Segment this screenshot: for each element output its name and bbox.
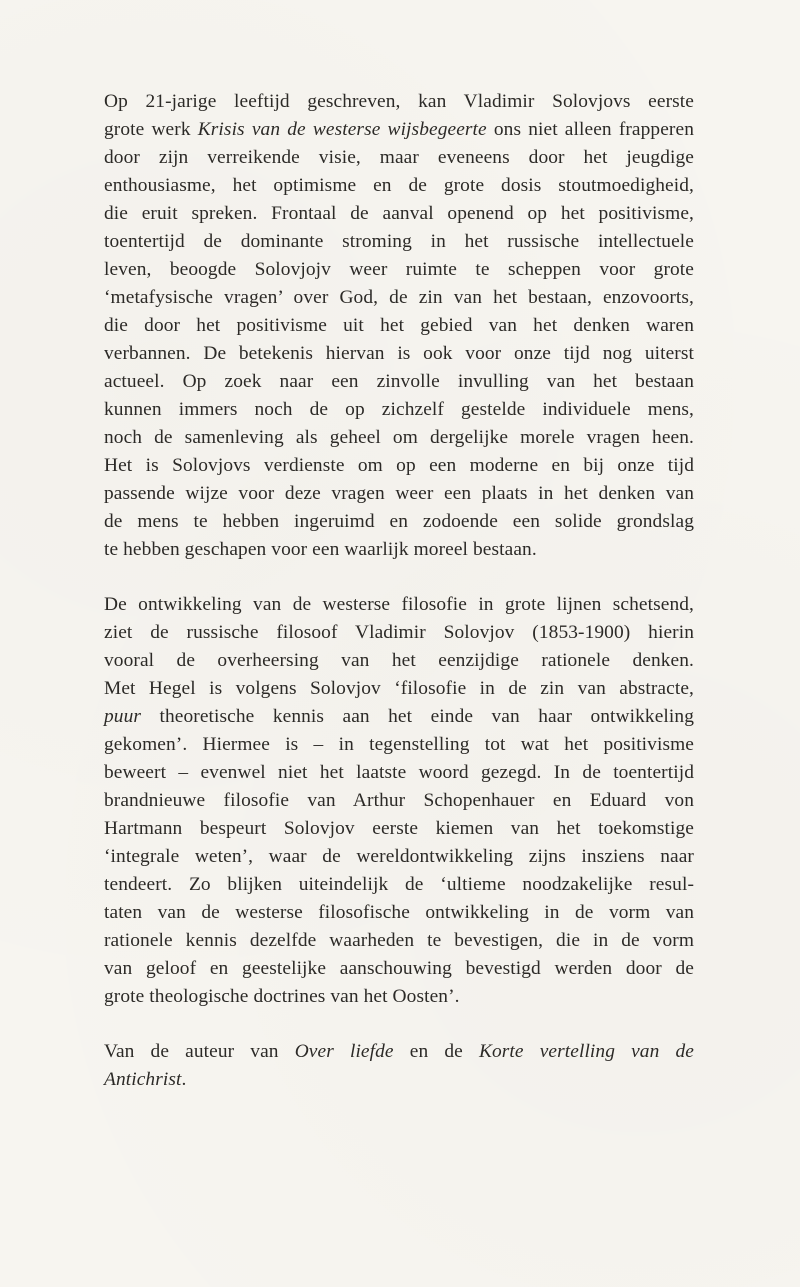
- text-run: De ontwikkeling van de westerse filosofie in grote lijnen schetsend,: [104, 594, 694, 615]
- text-run: theoretische kennis aan het einde van haar ontwikkeling: [141, 706, 694, 727]
- italic-title: Korte vertelling van de: [478, 1041, 695, 1062]
- italic-title: Antichrist: [104, 1069, 182, 1090]
- text-line: [104, 647, 694, 675]
- text-line: [104, 787, 694, 815]
- text-line: [104, 675, 694, 703]
- text-line: [104, 368, 694, 396]
- text-run: gekomen’. Hiermee is – in tegenstelling tot wat het positivisme: [104, 734, 694, 755]
- text-run: passende wijze voor deze vragen weer een plaats in het denken van: [104, 483, 694, 504]
- text-line: [104, 843, 694, 871]
- text-run: door zijn verreikende visie, maar eveneens door het jeugdige: [104, 147, 694, 168]
- text-run: te hebben geschapen voor een waarlijk moreel bestaan.: [104, 539, 537, 560]
- text-line: [104, 116, 694, 144]
- text-run: brandnieuwe filosofie van Arthur Schopenhauer en Eduard von: [104, 790, 694, 811]
- text-run: tendeert. Zo blijken uiteindelijk de ‘ultieme noodzakelijke resul-: [104, 874, 694, 895]
- text-run: grote werk: [104, 119, 198, 140]
- text-line: [104, 927, 694, 955]
- text-line: [104, 480, 694, 508]
- text-line: [104, 228, 694, 256]
- text-run: Op 21-jarige leeftijd geschreven, kan Vladimir Solovjovs eerste: [104, 91, 694, 112]
- text-line: [104, 1066, 694, 1094]
- text-run: ons niet alleen frapperen: [486, 119, 694, 140]
- text-run: noch de samenleving als geheel om dergelijke morele vragen heen.: [104, 427, 694, 448]
- text-line: [104, 424, 694, 452]
- text-line: [104, 871, 694, 899]
- text-line: [104, 536, 694, 564]
- text-line: [104, 88, 694, 116]
- text-line: [104, 452, 694, 480]
- text-line: [104, 815, 694, 843]
- blurb-paragraph-2: [104, 591, 694, 1011]
- back-cover-blurb: [104, 88, 694, 1094]
- text-line: [104, 312, 694, 340]
- italic-title: puur: [104, 706, 142, 727]
- text-line: [104, 955, 694, 983]
- text-line: [104, 200, 694, 228]
- text-line: [104, 619, 694, 647]
- italic-title: Over liefde: [294, 1041, 394, 1062]
- text-run: de mens te hebben ingeruimd en zodoende een solide grondslag: [104, 511, 694, 532]
- text-run: actueel. Op zoek naar een zinvolle invulling van het bestaan: [104, 371, 694, 392]
- text-run: rationele kennis dezelfde waarheden te bevestigen, die in de vorm: [104, 930, 694, 951]
- text-run: die door het positivisme uit het gebied van het denken waren: [104, 315, 694, 336]
- text-run: van geloof en geestelijke aanschouwing bevestigd werden door de: [104, 958, 694, 979]
- italic-title: Krisis van de westerse wijsbegeerte: [197, 119, 487, 140]
- text-line: [104, 899, 694, 927]
- text-line: [104, 172, 694, 200]
- text-run: verbannen. De betekenis hiervan is ook voor onze tijd nog uiterst: [104, 343, 694, 364]
- text-run: die eruit spreken. Frontaal de aanval openend op het positivisme,: [104, 203, 694, 224]
- text-line: [104, 983, 694, 1011]
- text-line: [104, 144, 694, 172]
- text-run: ‘integrale weten’, waar de wereldontwikkeling zijns insziens naar: [104, 846, 694, 867]
- text-run: en de: [393, 1041, 479, 1062]
- text-line: [104, 759, 694, 787]
- text-line: [104, 396, 694, 424]
- text-run: leven, beoogde Solovjojv weer ruimte te scheppen voor grote: [104, 259, 694, 280]
- text-run: Hartmann bespeurt Solovjov eerste kiemen van het toekomstige: [104, 818, 694, 839]
- text-run: .: [181, 1069, 187, 1090]
- text-line: [104, 591, 694, 619]
- text-run: grote theologische doctrines van het Oosten’.: [104, 986, 460, 1007]
- text-run: enthousiasme, het optimisme en de grote dosis stoutmoedigheid,: [104, 175, 694, 196]
- text-line: [104, 256, 694, 284]
- text-run: taten van de westerse filosofische ontwikkeling in de vorm van: [104, 902, 694, 923]
- text-run: Met Hegel is volgens Solovjov ‘filosofie in de zin van abstracte,: [104, 678, 694, 699]
- blurb-paragraph-1: [104, 88, 694, 564]
- text-run: vooral de overheersing van het eenzijdige rationele denken.: [104, 650, 694, 671]
- text-line: [104, 508, 694, 536]
- text-run: ‘metafysische vragen’ over God, de zin van het bestaan, enzovoorts,: [104, 287, 694, 308]
- text-line: [104, 340, 694, 368]
- text-line: [104, 1038, 694, 1066]
- text-run: kunnen immers noch de op zichzelf gestelde individuele mens,: [104, 399, 694, 420]
- text-run: ziet de russische filosoof Vladimir Solovjov (1853-1900) hierin: [104, 622, 694, 643]
- text-run: beweert – evenwel niet het laatste woord gezegd. In de toentertijd: [104, 762, 694, 783]
- blurb-paragraph-3: [104, 1038, 694, 1094]
- text-line: [104, 284, 694, 312]
- text-line: [104, 703, 694, 731]
- text-run: toentertijd de dominante stroming in het russische intellectuele: [104, 231, 694, 252]
- text-run: Het is Solovjovs verdienste om op een moderne en bij onze tijd: [104, 455, 694, 476]
- text-run: Van de auteur van: [104, 1041, 295, 1062]
- text-line: [104, 731, 694, 759]
